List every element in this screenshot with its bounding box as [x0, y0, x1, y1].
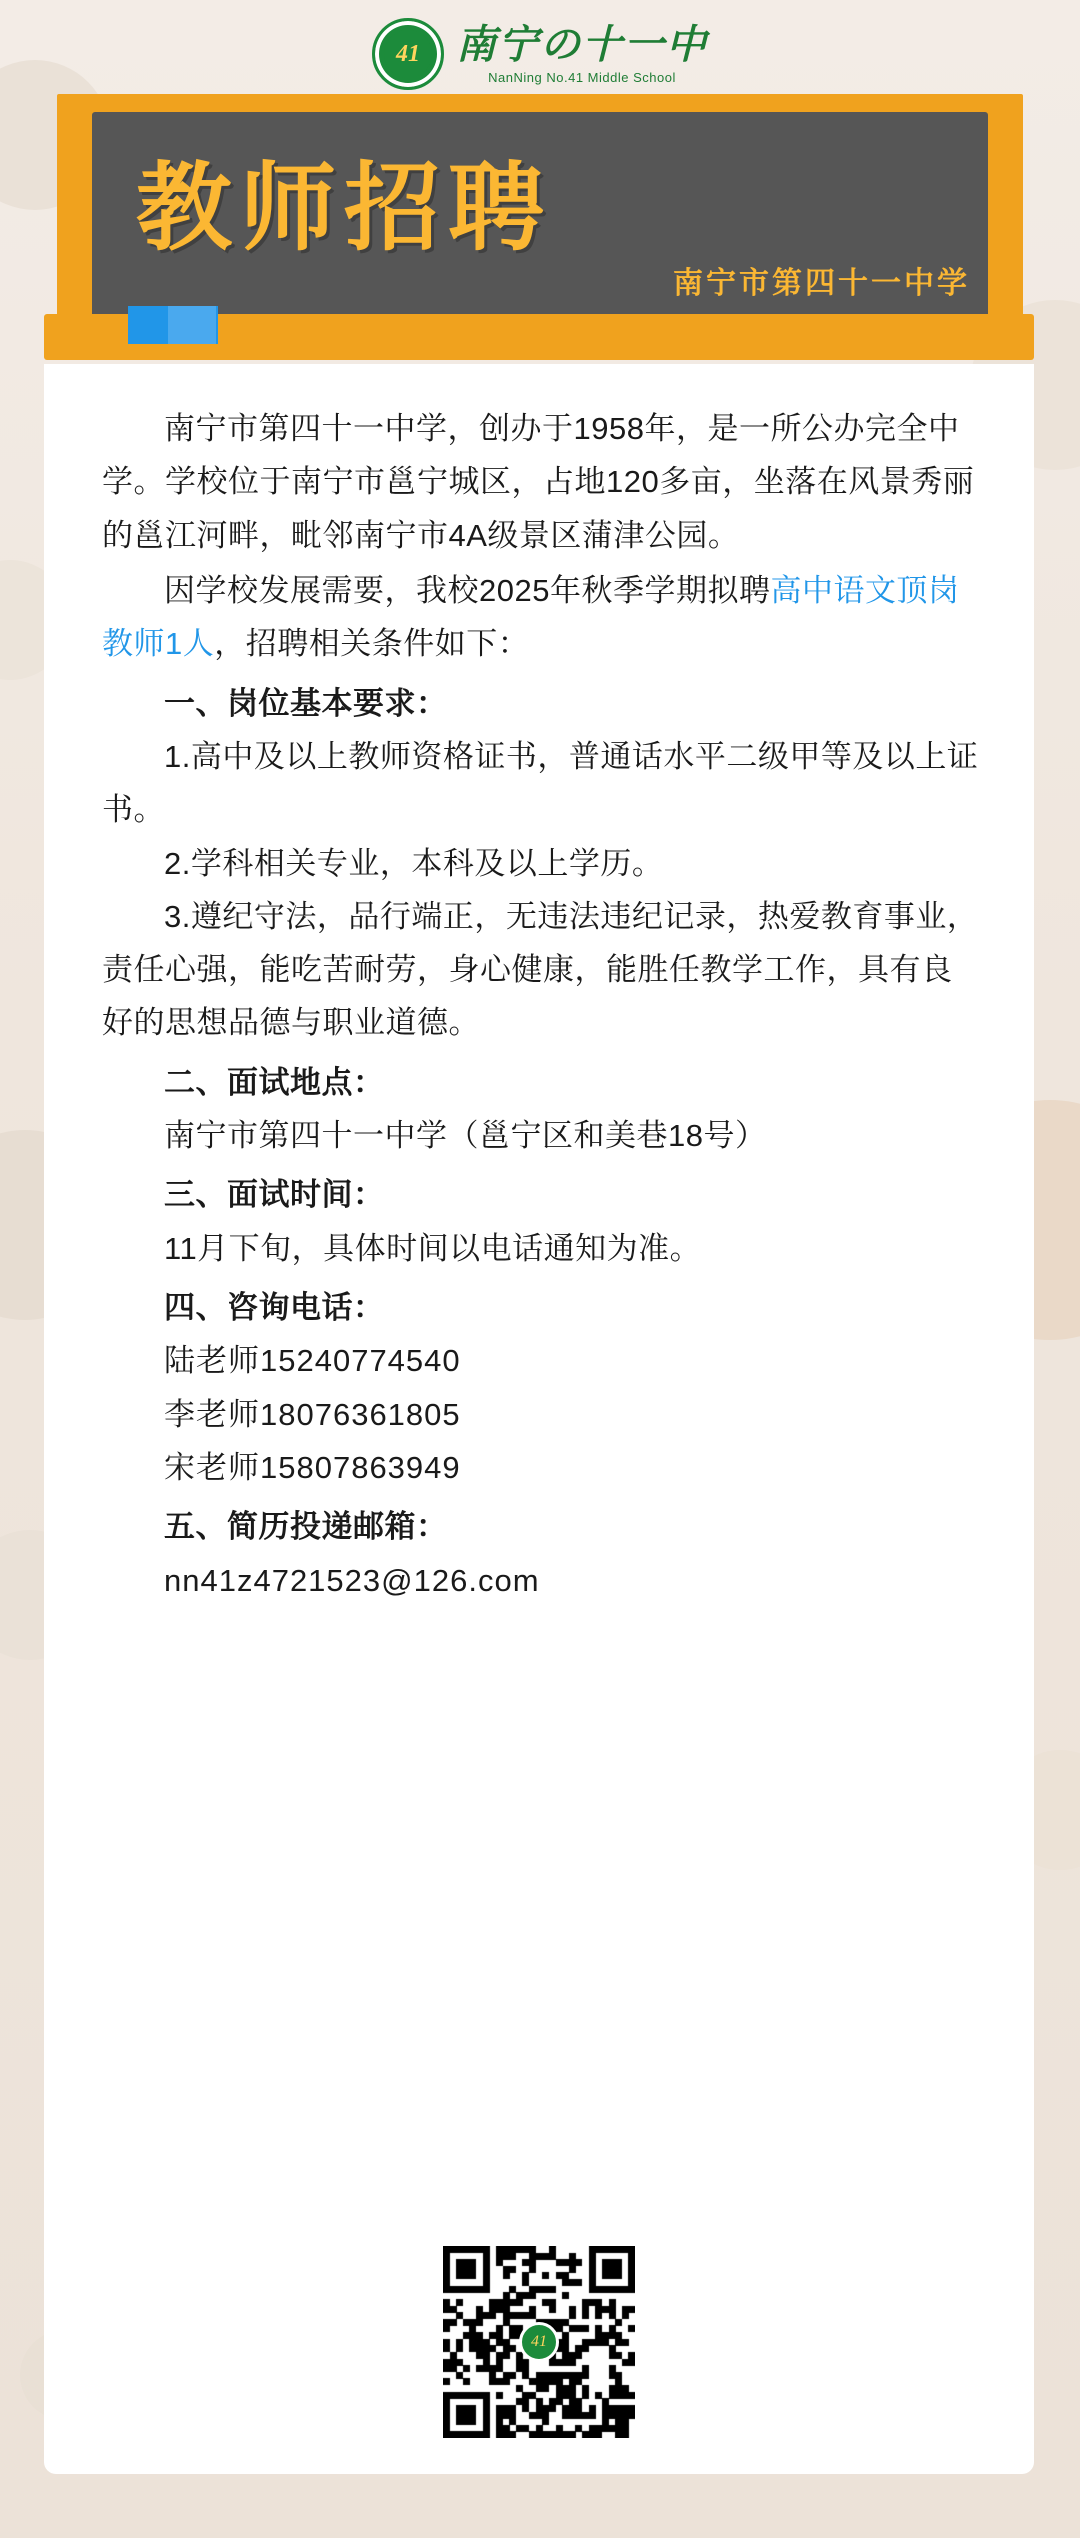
- intro-paragraph: 南宁市第四十一中学，创办于1958年，是一所公办完全中学。学校位于南宁市邕宁城区，占地120多亩，坐落在风景秀丽的邕江河畔，毗邻南宁市4A级景区蒲津公园。: [102, 411, 975, 553]
- logo-name-cn: 南宁の十一中: [456, 21, 708, 67]
- logo-text: [456, 21, 708, 85]
- content-card: [44, 364, 1034, 2474]
- banner-subtitle: 南宁市第四十一中学: [673, 267, 970, 300]
- section-2-title: 二、面试地点：: [164, 1064, 385, 1100]
- resume-email: nn41z4721523@126.com: [164, 1562, 540, 1598]
- position-suffix: ，招聘相关条件如下：: [214, 626, 530, 662]
- logo-seal-icon: [372, 18, 444, 90]
- logo-name-en: NanNing No.41 Middle School: [488, 69, 676, 85]
- qr-code-area: [44, 2246, 1034, 2438]
- section-4-title: 四、咨询电话：: [164, 1290, 385, 1325]
- requirement-2: 2.学科相关专业，本科及以上学历。: [164, 845, 664, 881]
- section-5-title: 五、简历投递邮箱：: [164, 1509, 448, 1545]
- contact-phone-3: 宋老师15807863949: [164, 1449, 461, 1485]
- banner-chalk-block-light: [168, 306, 216, 344]
- contact-phone-1: 陆老师15240774540: [164, 1343, 461, 1379]
- contact-phone-2: 李老师18076361805: [164, 1396, 461, 1432]
- qr-center-logo-icon: 41: [519, 2322, 559, 2362]
- position-paragraph: [102, 564, 982, 671]
- banner-title: 教师招聘: [136, 152, 552, 264]
- requirement-3: 3.遵纪守法，品行端正，无违法违纪记录，热爱教育事业，责任心强，能吃苦耐劳，身心健康，能胜任教学工作，具有良好的思想品德与职业道德。: [102, 898, 979, 1041]
- school-logo: [0, 14, 1080, 94]
- qr-code: [443, 2246, 635, 2438]
- interview-place: 南宁市第四十一中学（邕宁区和美巷18号）: [164, 1118, 767, 1154]
- logo-seal-char: 41: [384, 30, 432, 78]
- position-prefix: 因学校发展需要，我校2025年秋季学期拟聘: [164, 572, 771, 608]
- requirement-1: 1.高中及以上教师资格证书，普通话水平二级甲等及以上证书。: [102, 738, 979, 828]
- position-highlight: 高中语文顶岗教师1人: [102, 572, 960, 662]
- section-1-title: 一、岗位基本要求：: [164, 685, 448, 721]
- announcement-body: [102, 402, 982, 1607]
- interview-time: 11月下旬，具体时间以电话通知为准。: [164, 1230, 702, 1266]
- section-3-title: 三、面试时间：: [164, 1177, 385, 1213]
